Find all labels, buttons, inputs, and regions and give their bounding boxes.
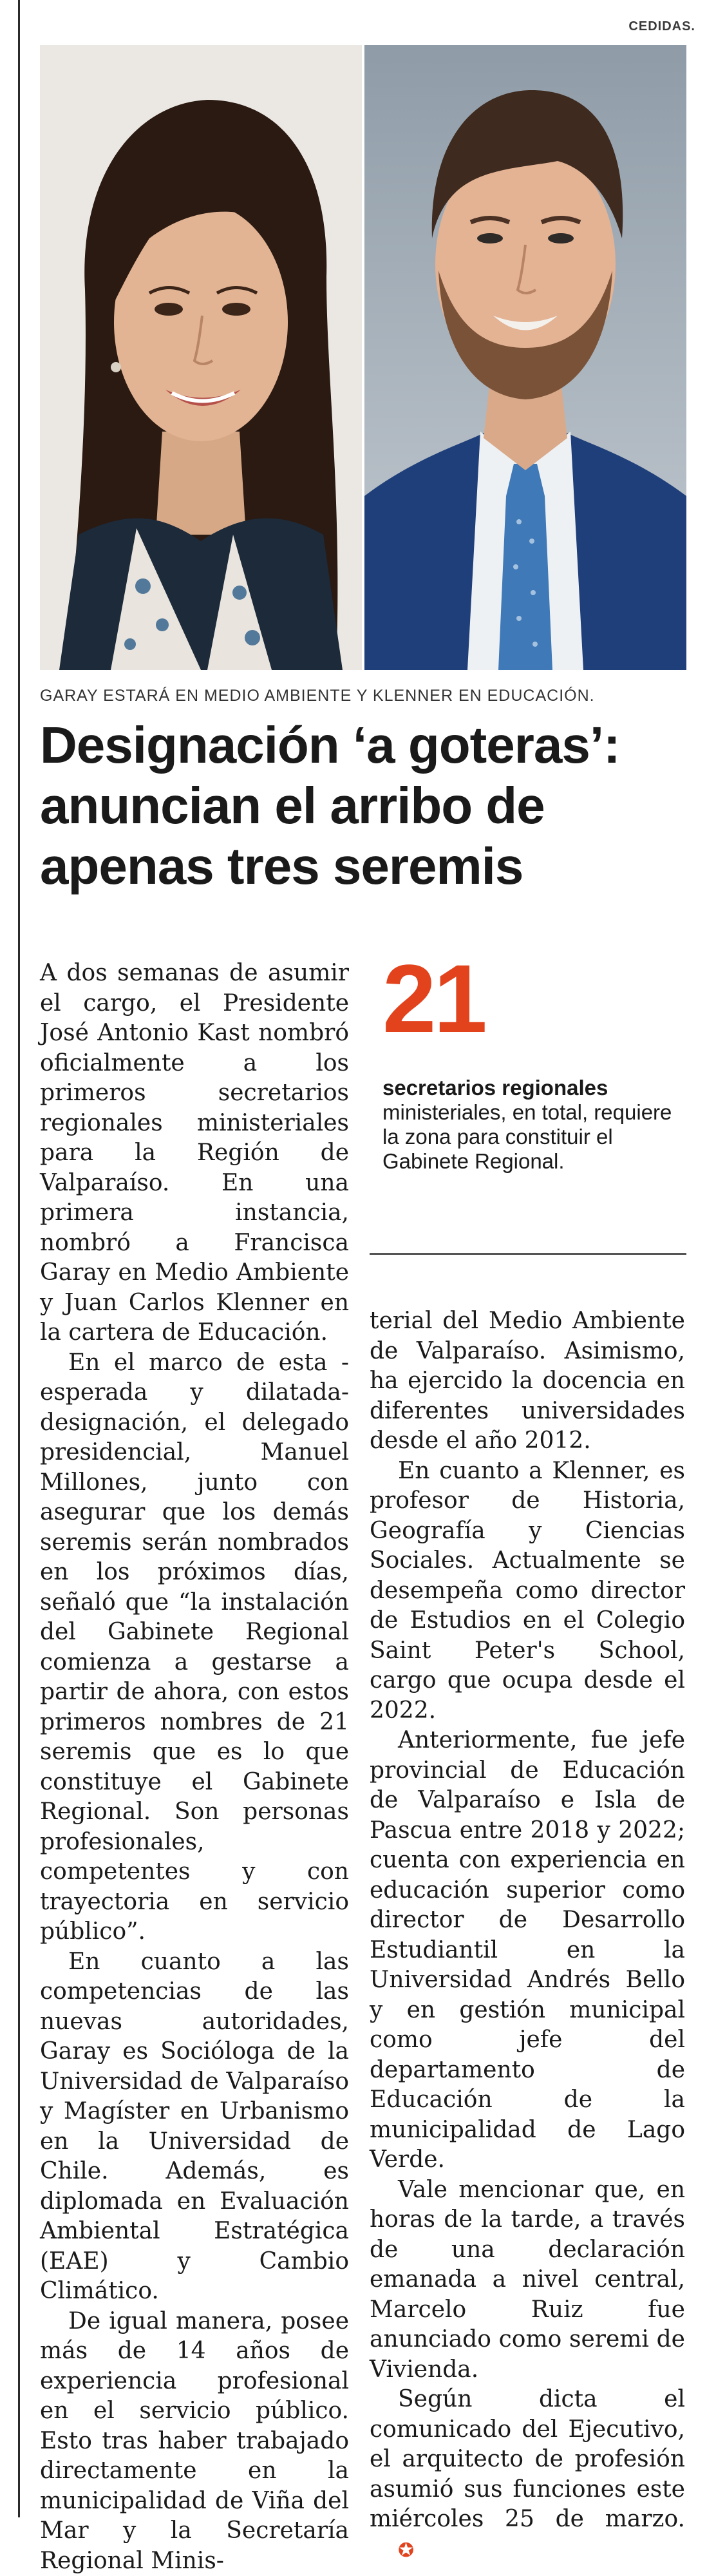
paragraph: En cuanto a las competencias de las nuevas autoridades, Garay es Socióloga de la Universidad de Valparaíso y Magíster en Urbanismo en la Universidad de Chile. Además, es diplomada en Evaluación Ambiental Estratégica (EAE) y Cambio Climático. (40, 1947, 349, 2307)
portrait-woman-illustration (40, 45, 362, 670)
highlight-bold-text: secretarios regionales (382, 1076, 608, 1100)
circled-star-icon: ✪ (370, 2536, 414, 2566)
highlight-description (382, 1076, 685, 1174)
photo-credit: CEDIDAS. (628, 19, 695, 34)
paragraph-text: Según dicta el comunicado del Ejecutivo, el arquitecto de profesión asumió sus funciones este miércoles 25 de marzo. (370, 2386, 685, 2532)
article-headline: Designación ‘a goteras’: anuncian el arribo de apenas tres seremis (40, 715, 690, 897)
paragraph: Vale mencionar que, en horas de la tarde, a través de una declaración emanada a nivel central, Marcelo Ruiz fue anunciado como seremi de Vivienda. (370, 2175, 685, 2385)
photo-caption: GARAY ESTARÁ EN MEDIO AMBIENTE Y KLENNER EN EDUCACIÓN. (40, 687, 595, 705)
body-column-1 (40, 959, 349, 2576)
photo-garay (40, 45, 362, 670)
highlight-number: 21 (382, 950, 485, 1047)
paragraph: terial del Medio Ambiente de Valparaíso. Asimismo, ha ejercido la docencia en diferentes universidades desde el año 2012. (370, 1306, 685, 1456)
photo-klenner (364, 45, 686, 670)
paragraph-final (370, 2385, 685, 2566)
paragraph: En el marco de esta -esperada y dilatada- designación, el delegado presidencial, Manuel Millones, junto con asegurar que los demás seremis serán nombrados en los próximos días, señaló que “la instalación del Gabinete Regional comienza a gestarse a partir de ahora, con estos primeros nombres de 21 seremis que es lo que constituye el Gabinete Regional. Son personas profesionales, competentes y con trayectoria en servicio público”. (40, 1348, 349, 1947)
highlight-divider (370, 1253, 686, 1255)
paragraph: De igual manera, posee más de 14 años de experiencia profesional en el servicio público. Esto tras haber trabajado directamente en la municipalidad de Viña del Mar y la Secretaría Regional Minis- (40, 2307, 349, 2576)
highlight-text: ministeriales, en total, requiere la zona para constituir el Gabinete Regional. (382, 1100, 672, 1173)
portrait-man-illustration (364, 45, 686, 670)
paragraph: Anteriormente, fue jefe provincial de Educación de Valparaíso e Isla de Pascua entre 2018 y 2022; cuenta con experiencia en educación superior como director de Desarrollo Estudiantil en la Universidad Andrés Bello y en gestión municipal como jefe del departamento de Educación de la municipalidad de Lago Verde. (370, 1726, 685, 2175)
page-edge-rule (18, 0, 20, 2517)
paragraph: A dos semanas de asumir el cargo, el Presidente José Antonio Kast nombró oficialmente a los primeros secretarios regionales ministeriales para la Región de Valparaíso. En una primera instancia, nombró a Francisca Garay en Medio Ambiente y Juan Carlos Klenner en la cartera de Educación. (40, 959, 349, 1348)
body-column-2 (370, 1306, 685, 2566)
paragraph: En cuanto a Klenner, es profesor de Historia, Geografía y Ciencias Sociales. Actualmente se desempeña como director de Estudios en el Colegio Saint Peter's School, cargo que ocupa desde el 2022. (370, 1456, 685, 1726)
